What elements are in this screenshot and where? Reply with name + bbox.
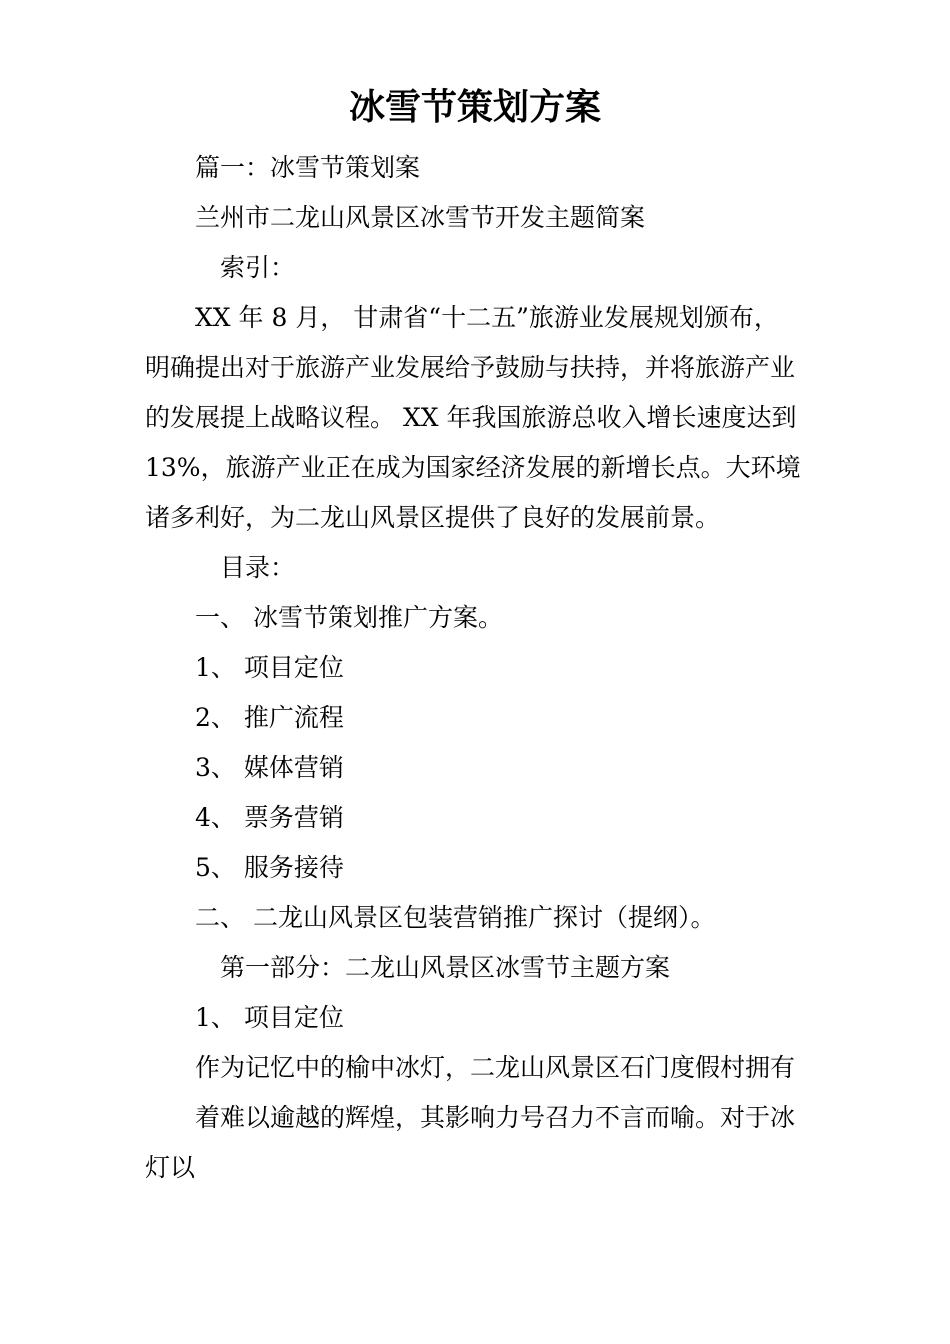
contents-subitem-1: 1、 项目定位 [195, 653, 344, 682]
body-line-3: 灯以 [145, 1153, 196, 1182]
document-title: 冰雪节策划方案 [348, 86, 601, 128]
paragraph-line-5: 诸多利好，为二龙山风景区提供了良好的发展前景。 [145, 503, 721, 532]
contents-subitem-4: 4、 票务营销 [195, 803, 344, 832]
subtitle-line: 兰州市二龙山风景区冰雪节开发主题简案 [195, 203, 646, 232]
body-line-2: 着难以逾越的辉煌，其影响力号召力不言而喻。对于冰 [195, 1103, 796, 1132]
section-heading-part-one: 篇一：冰雪节策划案 [195, 153, 421, 182]
index-label: 索引： [220, 253, 296, 282]
contents-subitem-5: 5、 服务接待 [195, 853, 344, 882]
paragraph-line-2: 明确提出对于旅游产业发展给予鼓励与扶持，并将旅游产业 [145, 353, 796, 382]
paragraph-line-3: 的发展提上战略议程。 XX 年我国旅游总收入增长速度达到 [145, 403, 797, 432]
paragraph-line-4: 13%，旅游产业正在成为国家经济发展的新增长点。大环境 [145, 453, 801, 482]
paragraph-line-1: XX 年 8 月， 甘肃省“十二五”旅游业发展规划颁布， [195, 303, 779, 332]
part-one-item-1: 1、 项目定位 [195, 1003, 344, 1032]
contents-item-2: 二、 二龙山风景区包装营销推广探讨（提纲）。 [195, 903, 716, 932]
contents-item-1: 一、 冰雪节策划推广方案。 [195, 603, 503, 632]
contents-label: 目录： [220, 553, 296, 582]
part-one-heading: 第一部分：二龙山风景区冰雪节主题方案 [220, 953, 671, 982]
contents-subitem-2: 2、 推广流程 [195, 703, 344, 732]
contents-subitem-3: 3、 媒体营销 [195, 753, 344, 782]
body-line-1: 作为记忆中的榆中冰灯，二龙山风景区石门度假村拥有 [195, 1053, 796, 1082]
